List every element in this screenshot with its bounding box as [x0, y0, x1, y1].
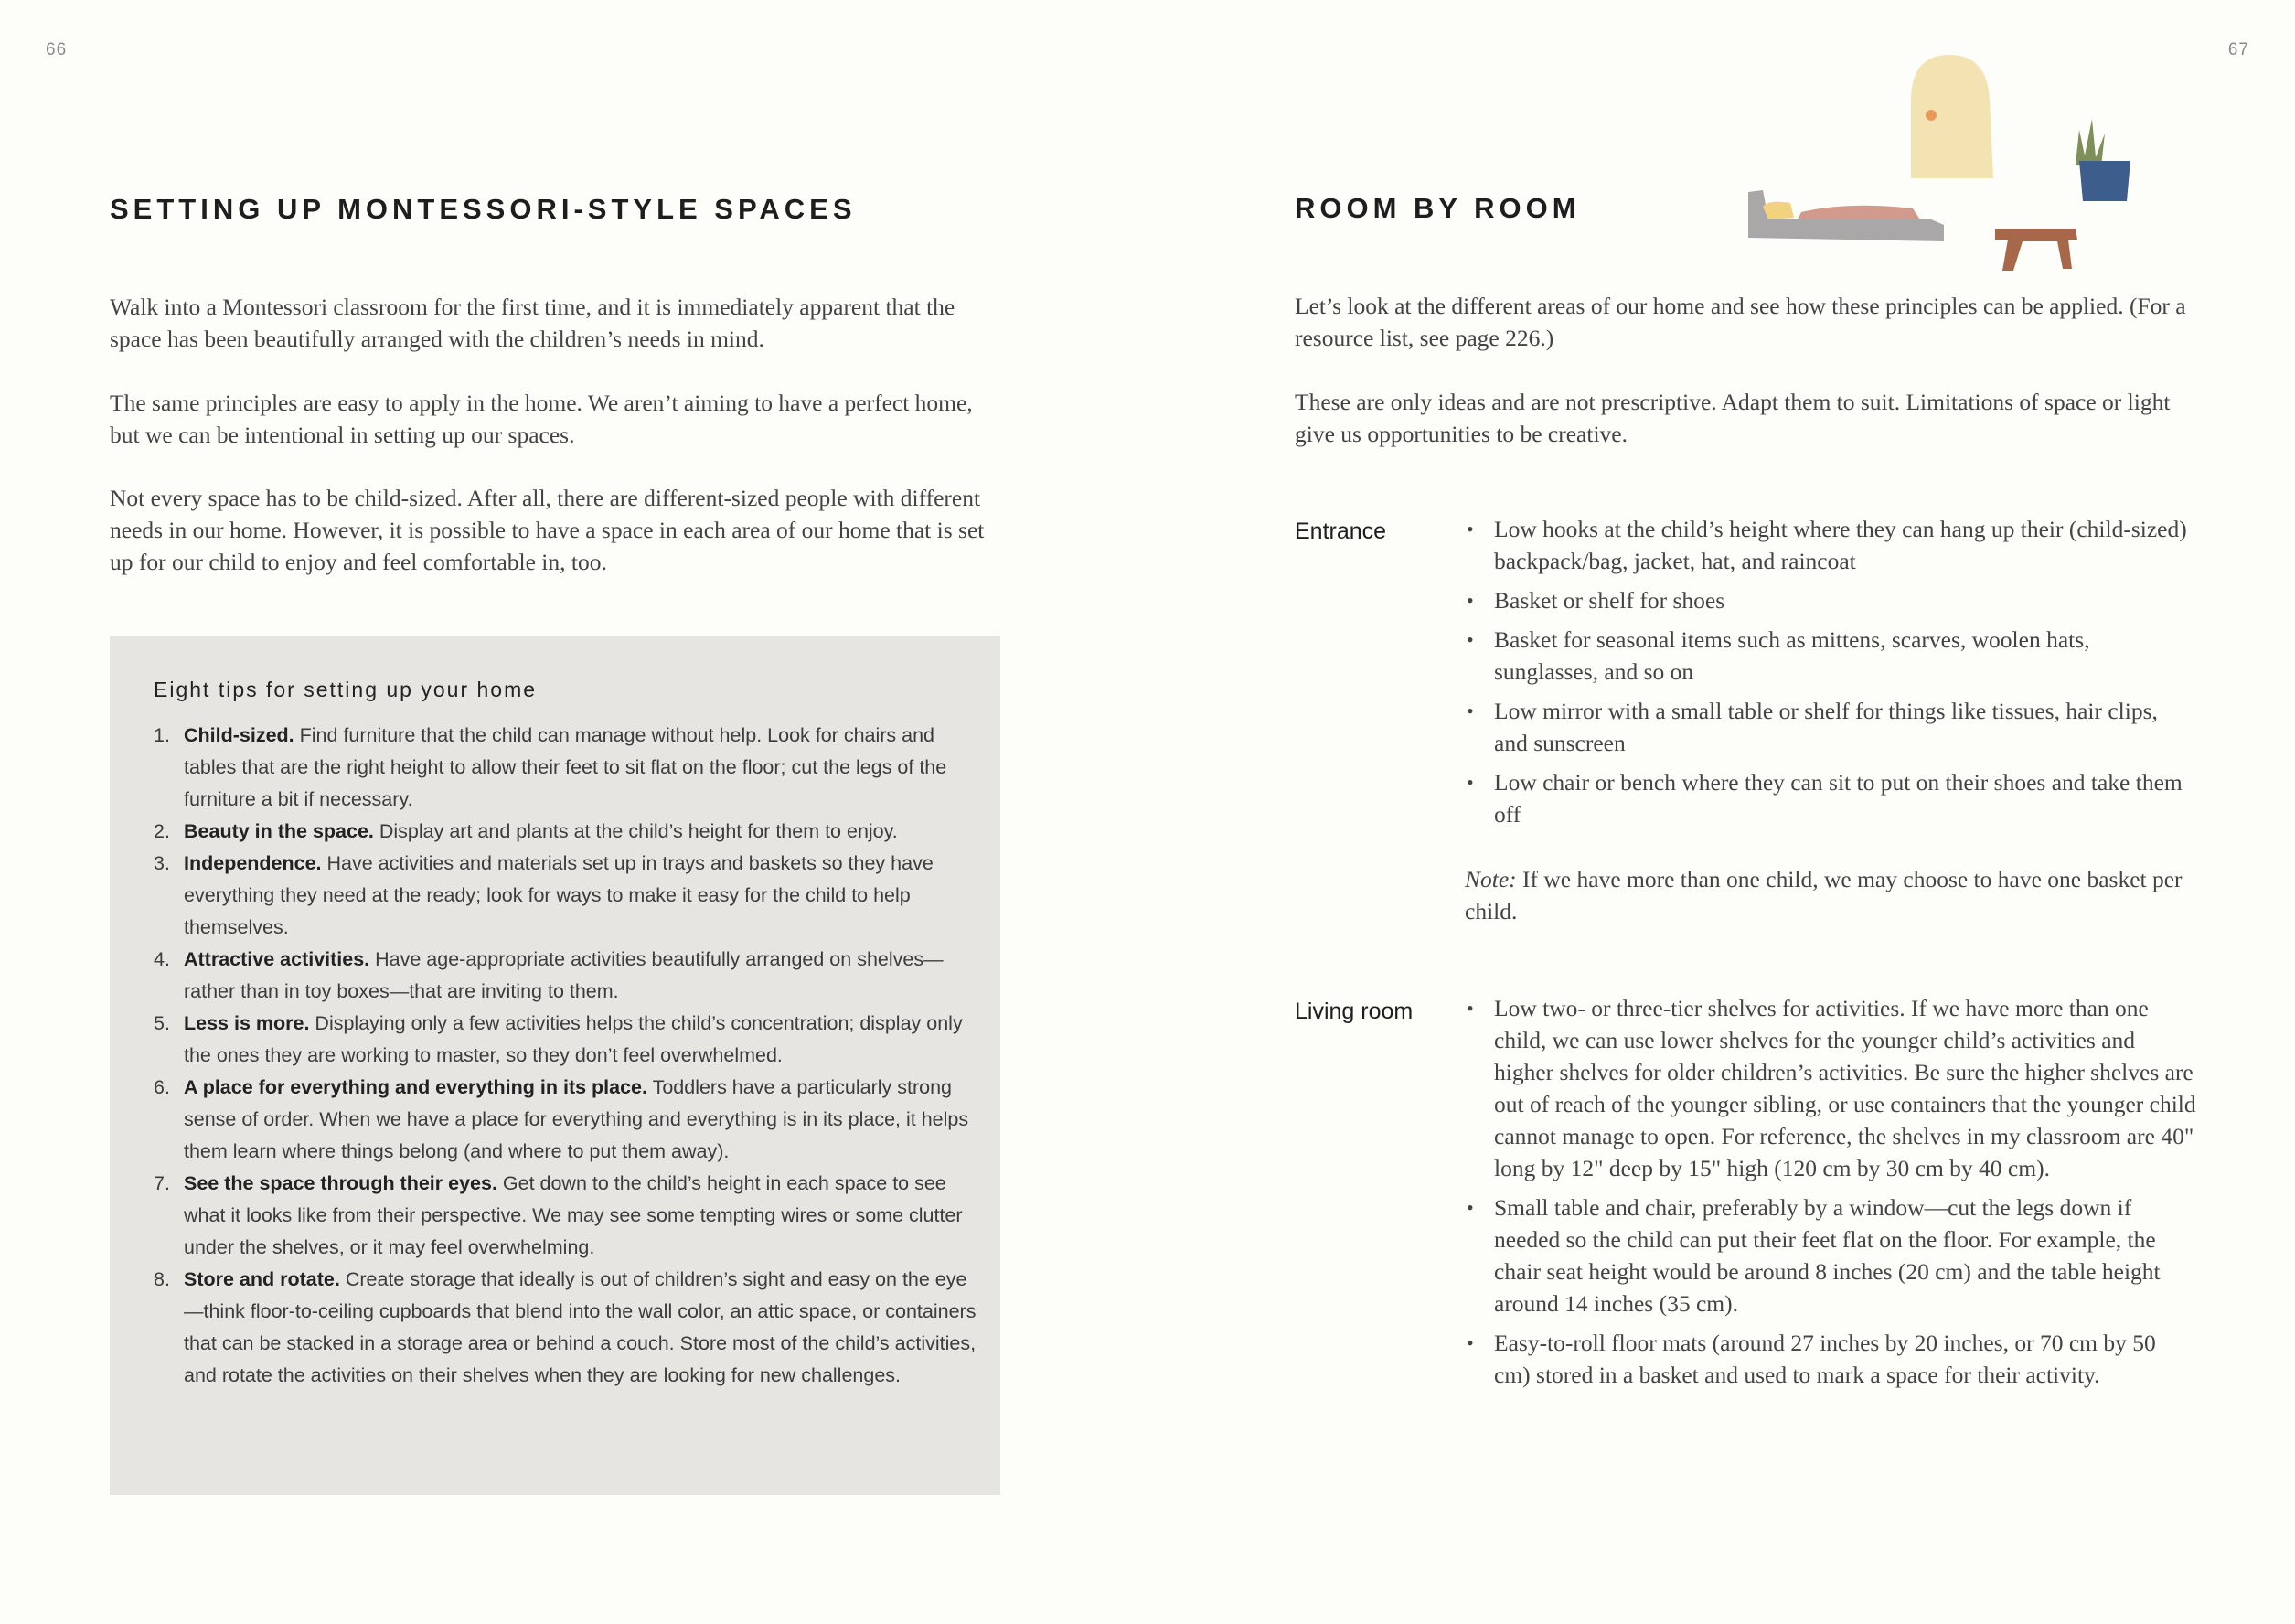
list-item-text: Low mirror with a small table or shelf for things like tissues, hair clips, and sunscreen	[1494, 698, 2158, 756]
bullet-icon: •	[1467, 771, 1474, 794]
bullet-icon: •	[1467, 628, 1474, 651]
list-item-text: Easy-to-roll floor mats (around 27 inches by 20 inches, or 70 cm by 50 cm) stored in a basket and used to mark a space for their activity.	[1494, 1330, 2156, 1388]
tip-text: Display art and plants at the child’s height for them to enjoy.	[373, 820, 898, 842]
tip-term: Store and rotate.	[184, 1268, 340, 1290]
tip-text: Displaying only a few activities helps the child’s concentration; display only the ones they are working to master, so they don’t feel overwhelmed.	[184, 1012, 963, 1066]
right-paragraph-2: These are only ideas and are not prescriptive. Adapt them to suit. Limitations of space or light give us opportunities to be creative.	[1295, 389, 2171, 447]
bullet-icon: •	[1467, 997, 1474, 1020]
arch-door-shape	[1911, 55, 1993, 178]
page-number-right: 67	[2227, 40, 2249, 59]
left-paragraph-2: The same principles are easy to apply in the home. We aren’t aiming to have a perfect home, but we can be intentional in setting up our spaces.	[110, 390, 973, 448]
tip-number: 4.	[154, 948, 170, 970]
bullet-icon: •	[1467, 518, 1474, 540]
bullet-icon: •	[1467, 589, 1474, 612]
right-page-heading: ROOM BY ROOM	[1295, 192, 1581, 224]
tip-text: Create storage that ideally is out of children’s sight and easy on the eye—think floor-to-ceiling cupboards that blend into the wall color, an attic space, or containers that can be stacked in a storage area or behind a couch. Store most of the child’s activities, and rotate the activities on their shelves when they are looking for new challenges.	[184, 1268, 977, 1386]
list-item	[1465, 584, 2196, 616]
note-text: If we have more than one child, we may choose to have one basket per child.	[1465, 866, 2183, 924]
bullet-icon: •	[1467, 1196, 1474, 1219]
bullet-icon: •	[1467, 700, 1474, 722]
entrance-list	[1465, 513, 2196, 838]
list-item-text: Basket for seasonal items such as mittens, scarves, woolen hats, sunglasses, and so on	[1494, 626, 2090, 685]
list-item	[1465, 624, 2196, 688]
tip-number: 7.	[154, 1172, 170, 1194]
tip-item	[154, 1008, 977, 1072]
tip-term: A place for everything and everything in its place.	[184, 1076, 647, 1098]
list-item	[1465, 1327, 2196, 1391]
left-paragraph-1: Walk into a Montessori classroom for the first time, and it is immediately apparent that the space has been beautifully arranged with the children’s needs in mind.	[110, 294, 955, 352]
left-paragraph-3: Not every space has to be child-sized. After all, there are different-sized people with different needs in our home. However, it is possible to have a space in each area of our home that is set up for our child to enjoy and feel comfortable in, too.	[110, 485, 985, 575]
tip-item	[154, 1168, 977, 1264]
entrance-section-label: Entrance	[1295, 518, 1387, 544]
tip-number: 6.	[154, 1076, 170, 1098]
bed-blanket-shape	[1798, 206, 1920, 219]
tip-number: 1.	[154, 724, 170, 746]
tips-list	[154, 720, 977, 1392]
living-room-section-label: Living room	[1295, 999, 1414, 1024]
list-item	[1465, 766, 2196, 830]
list-item-text: Low chair or bench where they can sit to put on their shoes and take them off	[1494, 769, 2183, 828]
stool-shape	[1995, 229, 2077, 271]
list-item-text: Low two- or three-tier shelves for activities. If we have more than one child, we can use lower shelves for the younger child’s activities and higher shelves for older children’s activities. Be sure the higher shelves are out of reach of the younger sibling, or use containers that the younger child cannot manage to open. For reference, the shelves in my classroom are 40" long by 12" deep by 15" high (120 cm by 30 cm by 40 cm).	[1494, 995, 2196, 1181]
room-furniture-illustration	[1737, 46, 2158, 283]
bullet-icon: •	[1467, 1331, 1474, 1354]
list-item-text: Basket or shelf for shoes	[1494, 587, 1725, 614]
tip-item	[154, 720, 977, 816]
tip-term: Child-sized.	[184, 724, 294, 746]
tip-item	[154, 944, 977, 1008]
bed-pillow-shape	[1763, 202, 1794, 219]
tip-term: Independence.	[184, 852, 322, 874]
tip-number: 2.	[154, 820, 170, 842]
list-item	[1465, 1191, 2196, 1320]
entrance-note	[1465, 863, 2196, 927]
tip-item	[154, 1264, 977, 1392]
tips-title: Eight tips for setting up your home	[154, 678, 538, 701]
arch-door-knob	[1926, 110, 1937, 121]
tip-item	[154, 1072, 977, 1168]
right-paragraph-1: Let’s look at the different areas of our home and see how these principles can be applied. (For a resource list, see page 226.)	[1295, 293, 2186, 351]
note-label: Note:	[1465, 866, 1517, 892]
tip-number: 5.	[154, 1012, 170, 1034]
plant-leaves-shape	[2076, 119, 2105, 166]
tip-term: Attractive activities.	[184, 948, 370, 970]
list-item-text: Small table and chair, preferably by a window—cut the legs down if needed so the child can put their feet flat on the floor. For example, the chair seat height would be around 8 inches (20 cm) and the table height around 14 inches (35 cm).	[1494, 1194, 2161, 1317]
tip-text: Have activities and materials set up in trays and baskets so they have everything they need at the ready; look for ways to make it easy for the child to help themselves.	[184, 852, 934, 938]
tip-number: 3.	[154, 852, 170, 874]
tip-number: 8.	[154, 1268, 170, 1290]
page-number-left: 66	[46, 40, 68, 59]
list-item	[1465, 695, 2196, 759]
tip-text: Toddlers have a particularly strong sense of order. When we have a place for everything and everything is in its place, it helps them learn where things belong (and where to put them away).	[184, 1076, 969, 1162]
list-item-text: Low hooks at the child’s height where they can hang up their (child-sized) backpack/bag, jacket, hat, and raincoat	[1494, 516, 2187, 574]
tip-term: Less is more.	[184, 1012, 310, 1034]
tip-text: Get down to the child’s height in each space to see what it looks like from their perspective. We may see some tempting wires or some clutter under the shelves, or it may feel overwhelming.	[184, 1172, 963, 1258]
list-item	[1465, 513, 2196, 577]
tip-item	[154, 816, 977, 848]
left-page-heading: SETTING UP MONTESSORI-STYLE SPACES	[110, 193, 857, 225]
tip-term: See the space through their eyes.	[184, 1172, 497, 1194]
tip-text: Have age-appropriate activities beautifully arranged on shelves—rather than in toy boxes—that are inviting to them.	[184, 948, 944, 1002]
tip-term: Beauty in the space.	[184, 820, 374, 842]
living-room-list	[1465, 992, 2196, 1398]
plant-pot-shape	[2079, 161, 2130, 201]
list-item	[1465, 992, 2196, 1184]
tip-text: Find furniture that the child can manage without help. Look for chairs and tables that are the right height to allow their feet to sit flat on the floor; cut the legs of the furniture a bit if necessary.	[184, 724, 947, 810]
tip-item	[154, 848, 977, 944]
tips-sidebar-box	[110, 636, 1000, 1495]
